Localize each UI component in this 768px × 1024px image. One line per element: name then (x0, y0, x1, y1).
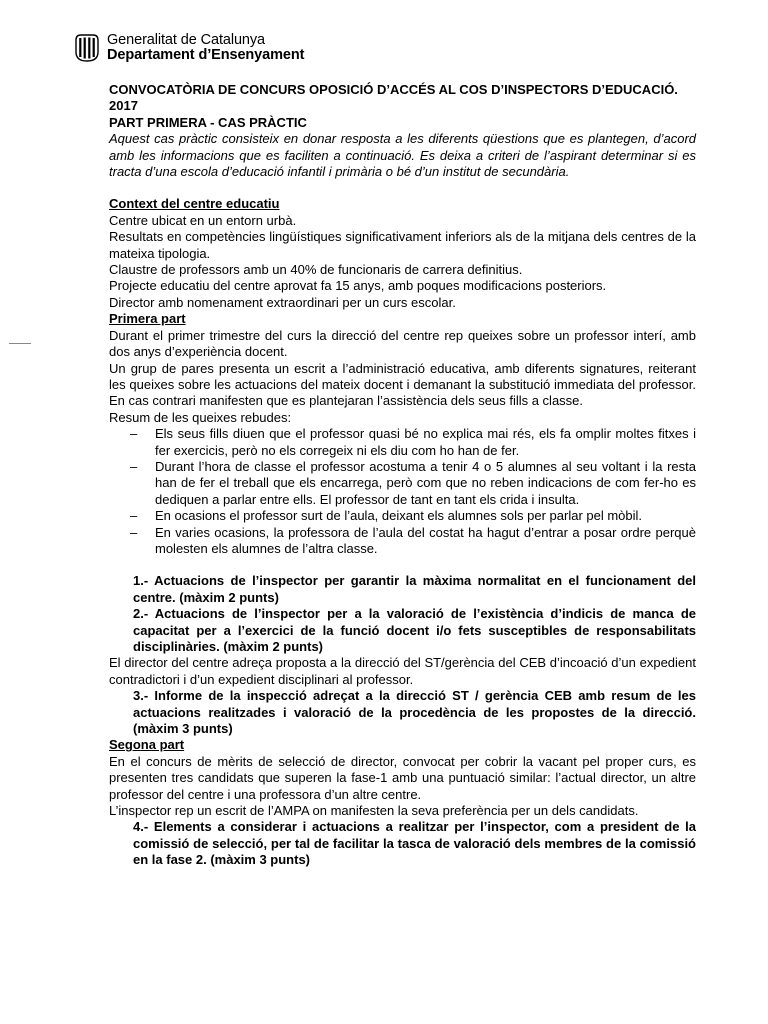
dash-bullet: – (130, 524, 138, 540)
complaint-text: En varies ocasions, la professora de l’aula del costat ha hagut d’entrar a posar ordre perquè molesten els alumnes de l’altra classe. (155, 524, 696, 556)
dash-bullet: – (130, 426, 138, 442)
part1-paragraph: El director del centre adreça proposta a la direcció del ST/gerència del CEB d’incoació d’un expedient contradictori i d’un expedient disciplinari al professor. (109, 655, 696, 687)
complaint-text: Durant l’hora de classe el professor acostuma a tenir 4 o 5 alumnes al seu voltant i la resta han de fer el treball que els encarrega, però com que no reben indicacions de com fer-ho es dediquen a parlar entre ells. El professor de tant en tant els crida i insulta. (155, 458, 696, 507)
part2-paragraph: En el concurs de mèrits de selecció de director, convocat per cobrir la vacant pel proper curs, es presenten tres candidats que superen la fase-1 amb una puntuació similar: l’actual director, un altre professor del centre i una professora d’un altre centre. (109, 753, 696, 802)
context-line: Centre ubicat en un entorn urbà. (109, 212, 297, 228)
complaints-list (109, 426, 696, 557)
complaints-intro: Resum de les queixes rebudes: (109, 409, 292, 425)
question-2: 2.- Actuacions de l’inspector per a la valoració de l’existència d’indicis de manca de capacitat per a l’exercici de la funció docent i/o fets susceptibles de responsabilitats disciplinàries. (màxim 2 punts) (133, 606, 696, 654)
list-item (109, 426, 696, 459)
complaint-text: Els seus fills diuen que el professor quasi bé no explica mai rés, els fa omplir moltes fitxes i fer exercicis, però no els corregeix ni els diu com ho han de fer. (155, 426, 696, 458)
dash-bullet: – (130, 458, 138, 474)
document-title: CONVOCATÒRIA DE CONCURS OPOSICIÓ D’ACCÉS AL COS D’INSPECTORS D’EDUCACIÓ. 2017 (109, 82, 678, 114)
document-subtitle: PART PRIMERA - CAS PRÀCTIC (109, 114, 307, 130)
question-3: 3.- Informe de la inspecció adreçat a la direcció ST / gerència CEB amb resum de les actuacions realitzades i valoració de la procedència de les propostes de la direcció. (màxim 3 punts) (133, 688, 696, 737)
list-item (109, 459, 696, 508)
department-name: Departament d’Ensenyament (107, 47, 305, 63)
margin-mark (9, 343, 31, 344)
header-logo (74, 33, 304, 63)
context-line: Resultats en competències lingüístiques significativament inferiors als de la mitjana dels centres de la mateixa tipologia. (109, 229, 696, 261)
generalitat-logo-icon (74, 34, 100, 62)
part2-paragraph: L’inspector rep un escrit de l’AMPA on manifesten la seva preferència per un dels candidats. (109, 803, 639, 819)
context-line: Claustre de professors amb un 40% de funcionaris de carrera definitius. (109, 262, 523, 278)
question-4: 4.- Elements a considerar i actuacions a realitzar per l’inspector, com a president de la comissió de selecció, per tal de facilitar la tasca de valoració dels membres de la comissió en la fase 2. (màxim 3 punts) (133, 819, 696, 868)
context-line: Director amb nomenament extraordinari per un curs escolar. (109, 294, 456, 310)
intro-paragraph: Aquest cas pràctic consisteix en donar resposta a les diferents qüestions que es plantegen, d’acord amb les informacions que es faciliten a continuació. Es deixa a criteri de l’aspirant determinar si es tracta d’una escola d’educació infantil i primària o bé d’un institut de secundària. (109, 131, 696, 180)
list-item (109, 508, 696, 524)
complaint-text: En ocasions el professor surt de l’aula, deixant els alumnes sols per parlar pel mòbil. (155, 508, 643, 524)
context-line: Projecte educatiu del centre aprovat fa 15 anys, amb poques modificacions posteriors. (109, 278, 607, 294)
part1-paragraph: Durant el primer trimestre del curs la direcció del centre rep queixes sobre un professor interí, amb dos anys d’experiència docent. (109, 327, 696, 360)
context-heading: Context del centre educatiu (109, 196, 280, 212)
list-item (109, 525, 696, 558)
question-1: 1.- Actuacions de l’inspector per garantir la màxima normalitat en el funcionament del centre. (màxim 2 punts) (133, 573, 696, 605)
part1-heading: Primera part (109, 311, 186, 327)
dash-bullet: – (130, 508, 138, 524)
part1-paragraph: Un grup de pares presenta un escrit a l’administració educativa, amb diferents signatures, reiterant les queixes sobre les actuacions del mateix docent i demanant la substitució immediata del professor. En cas contrari manifesten que es plantejaran l’assistència dels seus fills a classe. (109, 360, 696, 409)
document-body (109, 82, 696, 869)
part2-heading: Segona part (109, 737, 185, 753)
org-name: Generalitat de Catalunya (107, 32, 266, 48)
